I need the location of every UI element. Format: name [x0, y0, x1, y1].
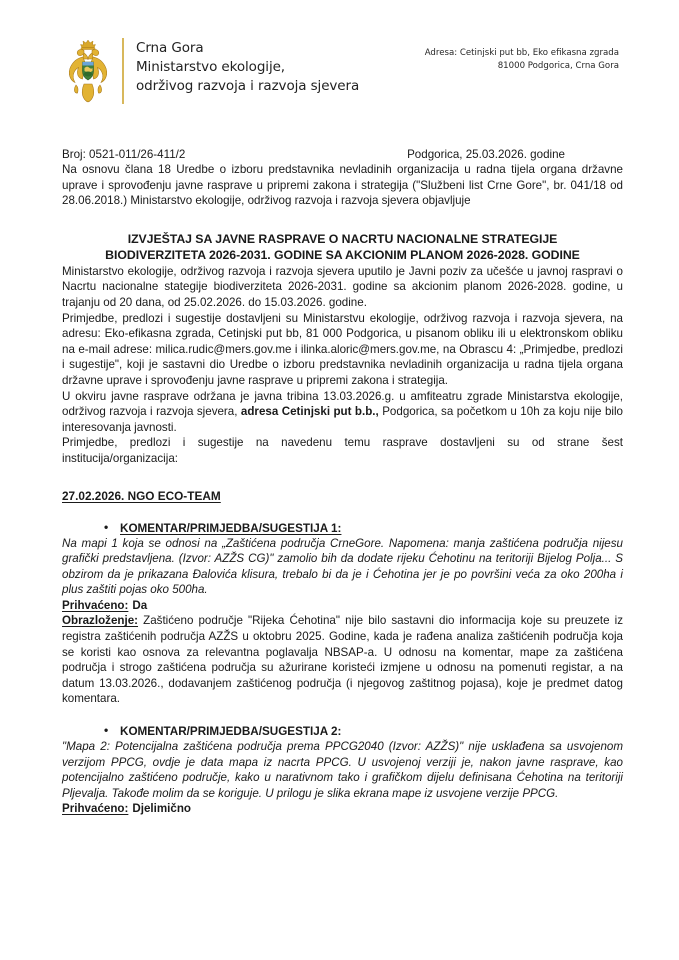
comment-2-acceptance: [62, 801, 623, 817]
document-number: Broj: 0521-011/26-411/2: [62, 148, 186, 161]
page-title-line-2: BIODIVERZITETA 2026-2031. GODINE SA AKCIONIM PLANOM 2026-2028. GODINE: [105, 248, 580, 263]
comment-2-accepted-value: Djelimično: [132, 802, 192, 816]
letterhead: [0, 0, 679, 104]
comment-1-body: Na mapi 1 koja se odnosi na „Zaštićena područja CrneGore. Napomena: manja zaštićena područja nijesu grafički predstavljena. (Izvor: AZŽS CG)" zamolio bih da dodate rijeku Ćehotinu na teritoriji Bijelog Polja... S obzirom da je prikazana Đalovića klisura, trebalo bi da je i Ćehotina jer je po površini veća za oko 200ha i plus zaštiti pojas oko 500ha.: [62, 536, 623, 597]
document-place-date: Podgorica, 25.03.2026. godine: [407, 148, 565, 161]
gold-divider: [122, 38, 124, 104]
section-heading-organization: [62, 489, 623, 504]
letterhead-address: [425, 36, 623, 72]
comment-1-reason-label: Obrazloženje:: [62, 614, 139, 628]
section-heading-organization-text: 27.02.2026. NGO ECO-TEAM: [62, 488, 221, 503]
org-line-ministry-2: održivog razvoja i razvoja sjevera: [136, 78, 360, 94]
comment-1-reason-body: Zaštićeno područje "Rijeka Ćehotina" nije bilo sastavni dio informacija koje su preuzete iz registra zaštićenih područja AZŽS u oktobru 2025. Godine, kada je rađena analiza zaštićenih područja koja se koristi kao osnova za relevantna poglavalja NBSAP-a. U odnosu na komentar, mape za zaštićena područja i strogo zaštićena područja su ažurirane koristeći izmjene u odnosu na pomenuti registar, a na datum 13.03.2026., dodavanjem zaštićenog područja (i njegovog zaštitnog pojasa), koje je predmet datog komentara.: [62, 614, 623, 706]
address-line-1: Adresa: Cetinjski put bb, Eko efikasna zgrada: [424, 48, 619, 58]
comment-1-accepted-label: Prihvaćeno:: [62, 598, 129, 612]
comment-2-accepted-label: Prihvaćeno:: [62, 802, 129, 816]
forum-address-bold: adresa Cetinjski put b.b.,: [237, 405, 379, 419]
comment-1-bullet-list: [62, 521, 623, 536]
forum-text-a: U okviru javne rasprave održana je javna tribina 13.03.2026.g. u amfiteatru zgrade Ministarstva ekologije, održivog razvoja i razvoja sjevera,: [62, 389, 623, 419]
comment-1-heading-text: KOMENTAR/PRIMJEDBA/SUGESTIJA 1:: [120, 521, 342, 535]
document-meta: [62, 147, 623, 162]
comment-1-accepted-value: Da: [132, 598, 148, 612]
paragraph-public-call: Ministarstvo ekologije, održivog razvoja i razvoja sjevera uputilo je Javni poziv za učešće u javnoj raspravi o Nacrtu nacionalne stategije biodiverziteta 2026-2031. godine sa akcionim planom 2026-2028. godine, u trajanju od 20 dana, od 25.02.2026. do 15.03.2026. godine.: [62, 264, 623, 309]
page-title: [62, 231, 623, 264]
montenegro-coat-of-arms-icon: [64, 38, 112, 104]
paragraph-public-forum: [62, 389, 623, 436]
comment-1-acceptance: [62, 598, 623, 614]
org-line-ministry-1: Ministarstvo ekologije,: [136, 59, 286, 75]
comment-2-heading: [120, 724, 623, 739]
paragraph-submitter-count: Primjedbe, predlozi i sugestije na navedenu temu rasprave dostavljeni su od strane šest institucija/organizacija:: [62, 436, 623, 465]
page-title-line-1: IZVJEŠTAJ SA JAVNE RASPRAVE O NACRTU NACIONALNE STRATEGIJE: [127, 231, 558, 246]
org-line-country: Crna Gora: [136, 40, 204, 56]
document-body: [0, 147, 679, 817]
organization-name: [136, 36, 359, 96]
comment-1-heading: [120, 521, 623, 536]
emblem-container: [62, 36, 114, 104]
comment-2-body: "Mapa 2: Potencijalna zaštićena područja prema PPCG2040 (Izvor: AZŽS)" nije usklađena sa usvojenom verzijom PPCG, ovdje je data mapa iz nacrta PPCG. U usvojenoj verziji je, nakon javne rasprave, kao potencijalno zaštićeno područje, kako u narativnom tako i grafičkom dijelu definisana Ćehotina na teritoriji Pljevalja. Takođe molim da se koriguje. U prilogu je slika ekrana mape iz usvojene verzije PPCG.: [62, 740, 623, 800]
comment-1-reasoning: [62, 613, 623, 707]
comment-2-bullet-list: [62, 724, 623, 739]
address-line-2: 81000 Podgorica, Crna Gora: [497, 60, 619, 71]
comment-2-heading-text: KOMENTAR/PRIMJEDBA/SUGESTIJA 2:: [120, 725, 342, 739]
legal-basis-paragraph: Na osnovu člana 18 Uredbe o izboru predstavnika nevladinih organizacija u radna tijela organa državne uprave i sprovođenju javne rasprave u pripremi zakona i strategija ("Službeni list Crne Gore", br. 041/18 od 28.06.2018.) Ministarstvo ekologije, održivog razvoja i razvoja sjevera objavljuje: [62, 163, 623, 208]
forum-text-b: Podgorica, sa početkom u 10h za koju nije bilo interesovanja javnosti.: [62, 405, 623, 434]
paragraph-submission-channels: Primjedbe, predlozi i sugestije dostavljeni su Ministarstvu ekologije, održivog razvoja i razvoja sjevera, na adresu: Eko-efikasna zgrada, Cetinjski put bb, 81 000 Podgorica, u pisanom obliku ili u elektronskom obliku na e-mail adrese: milica.rudic@mers.gov.me i ilinka.aloric@mers.gov.me, na Obrascu 4: „Primjedbe, predlozi i sugestije", koji je sastavni dio Uredbe o izboru predstavnika nevladinih organizacija u radna tijela organa državne uprave i sprovođenju javne rasprave u pripremi zakona i strategija.: [62, 311, 623, 387]
